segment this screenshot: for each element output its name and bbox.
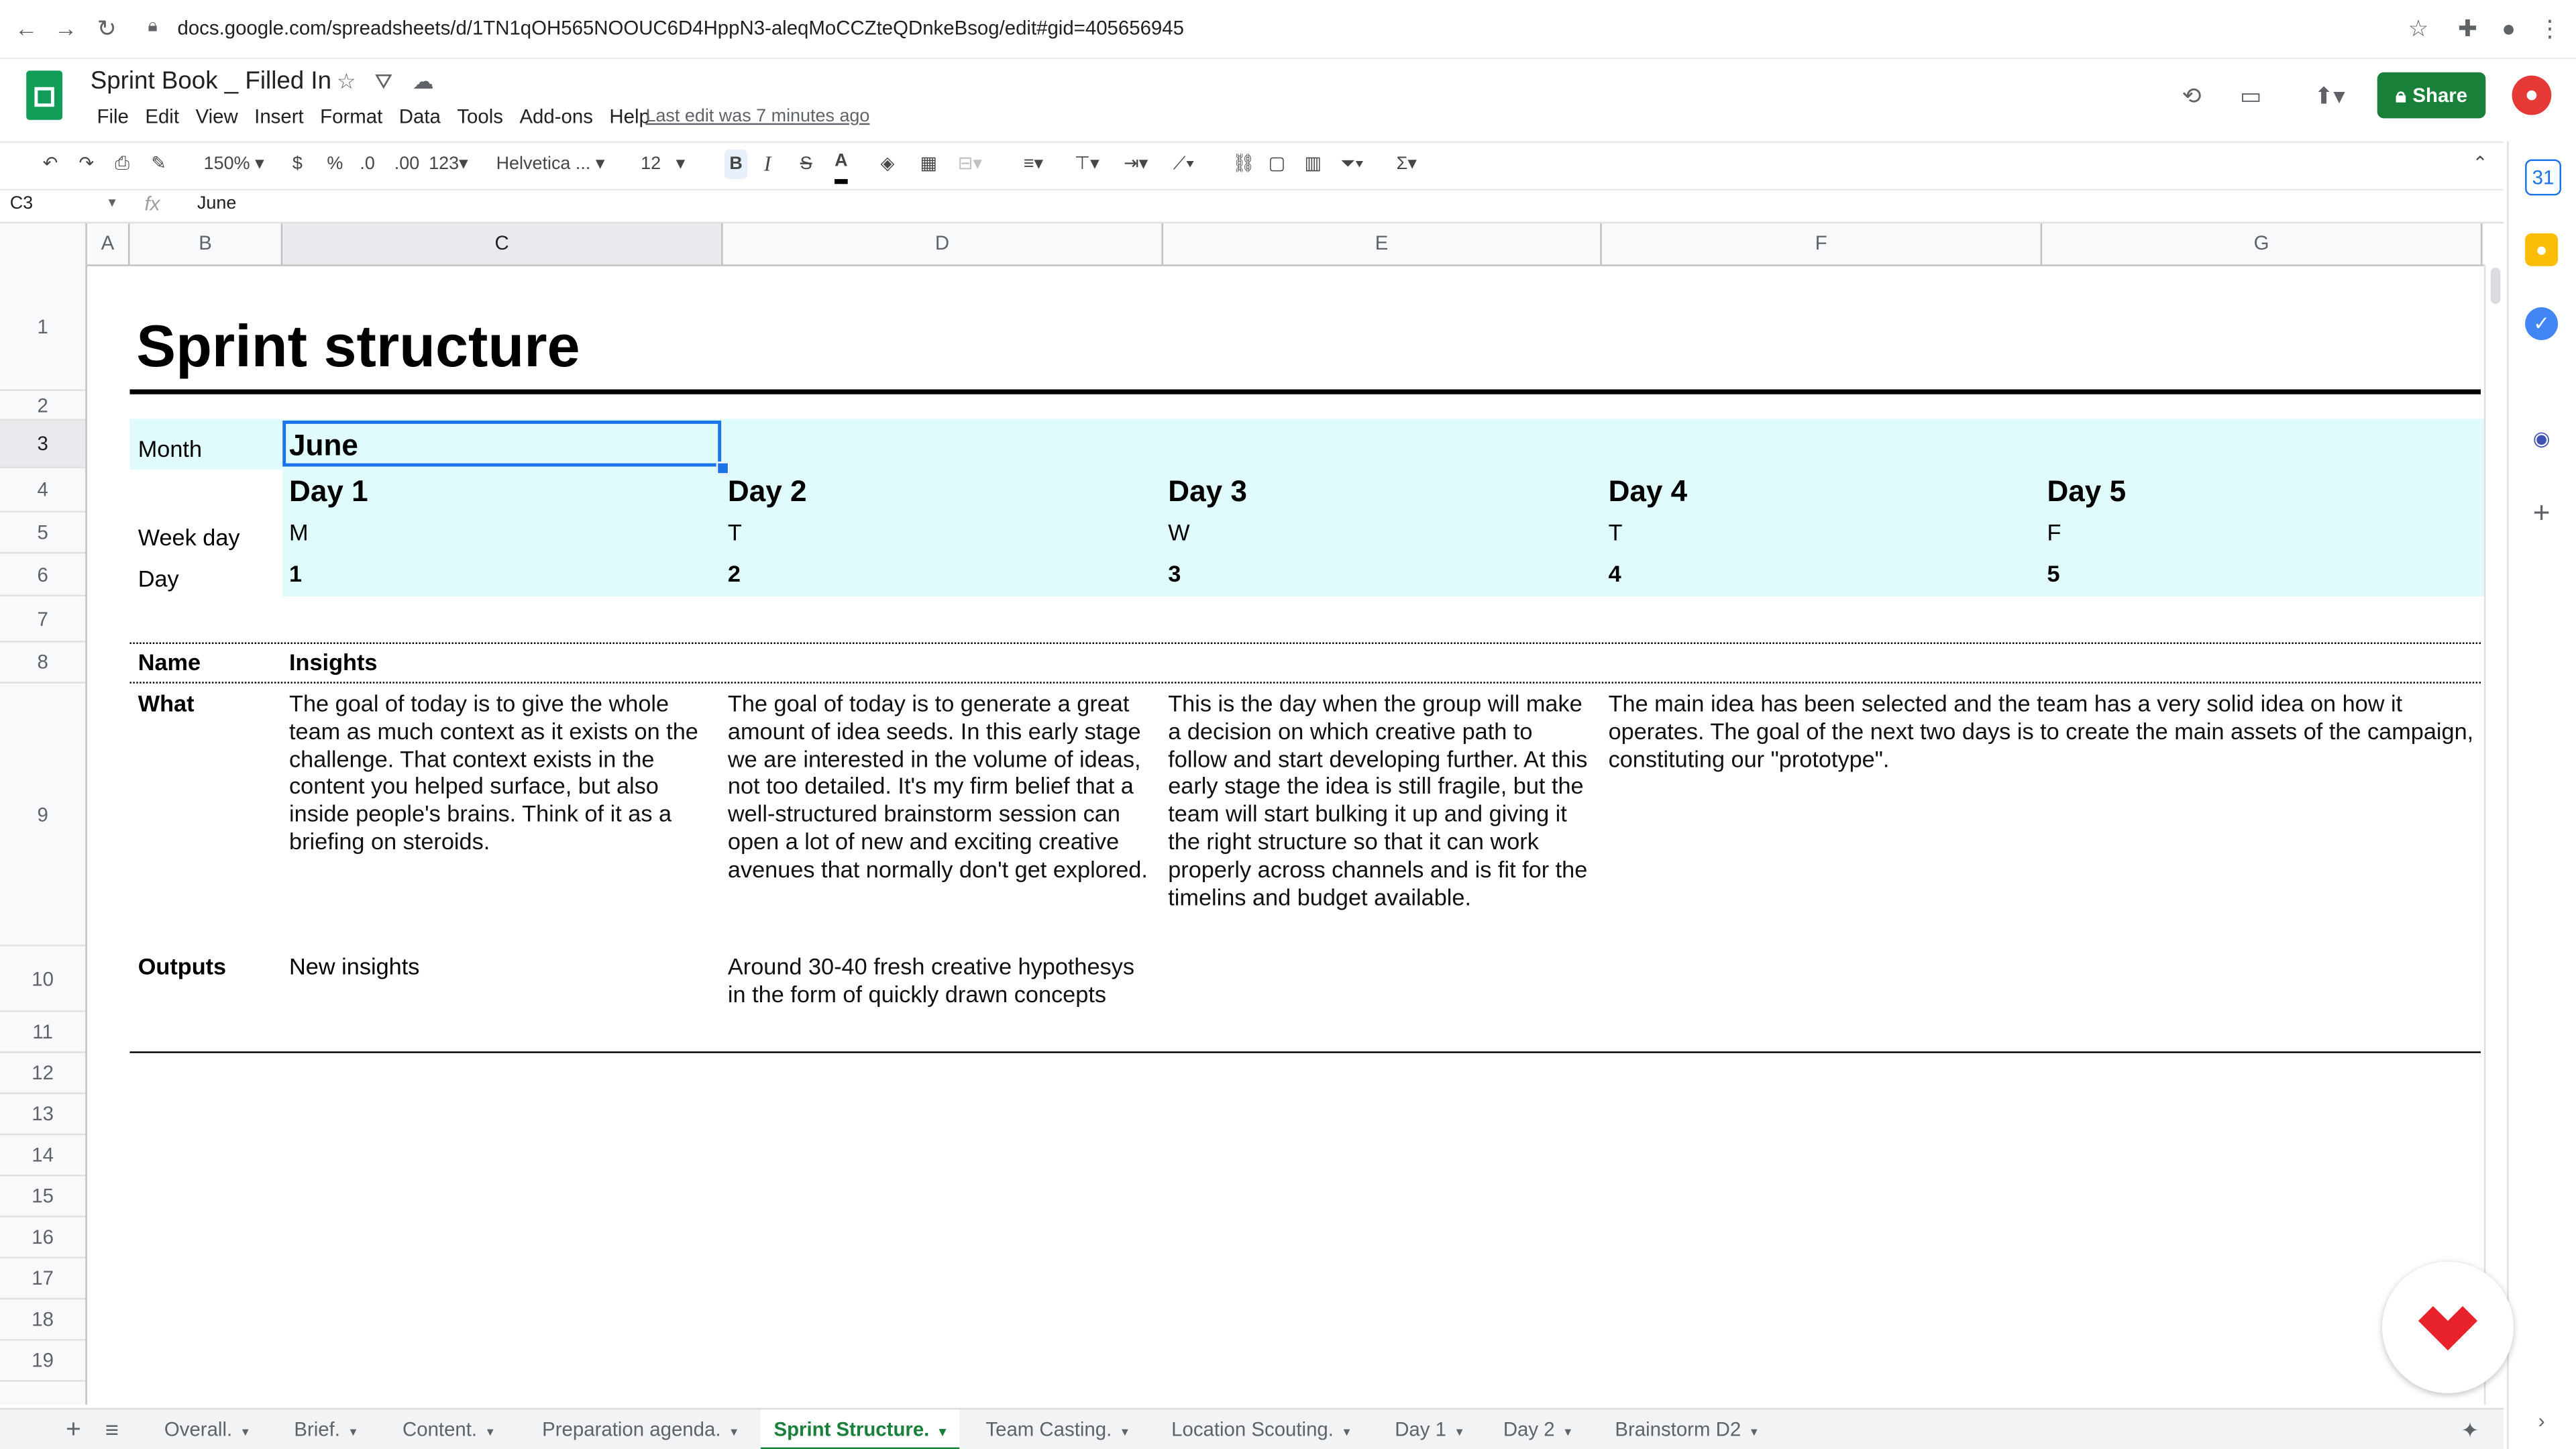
bookmark-star-icon[interactable]: ☆: [2408, 13, 2429, 41]
what-text-day-4[interactable]: The main idea has been selected and the team has a very solid idea on how it operates. The goal of the next two days is to create the main assets of the campaign, constituting our "prototype".: [1608, 690, 2474, 772]
day-number-2[interactable]: 2: [727, 560, 741, 587]
column-header-f[interactable]: F: [1602, 223, 2042, 264]
tab-team-casting[interactable]: Team Casting. ▾: [985, 1417, 1128, 1441]
row-header-10[interactable]: 10: [0, 947, 85, 1012]
font-value: Helvetica ...: [496, 154, 591, 174]
menu-edit[interactable]: Edit: [145, 105, 180, 129]
text-rotation-icon[interactable]: ⟋▾: [1173, 154, 1195, 174]
row-header-15[interactable]: 15: [0, 1176, 85, 1217]
select-all-corner[interactable]: [0, 223, 87, 264]
tab-location-scouting[interactable]: Location Scouting. ▾: [1171, 1417, 1350, 1441]
row-header-3[interactable]: 3: [0, 421, 85, 468]
day-number-3[interactable]: 3: [1168, 560, 1181, 587]
calendar-icon[interactable]: 31: [2525, 160, 2561, 196]
day-label[interactable]: Day: [138, 565, 179, 592]
url-field[interactable]: docs.google.com/spreadsheets/d/1TN1qOH565NOOUC6D4HppN3-aleqMoCCZteQDnkeBsog/edit#gid=405656945: [177, 16, 1184, 40]
weekday-1[interactable]: M: [289, 519, 309, 546]
channel-logo-icon: [2382, 1262, 2514, 1393]
row-header-4[interactable]: 4: [0, 468, 85, 513]
outputs-label[interactable]: Outputs: [138, 953, 227, 979]
number-format-value: 123: [429, 154, 460, 174]
tab-label: Content.: [402, 1417, 478, 1441]
outputs-day-2[interactable]: Around 30-40 fresh creative hypothesys in the form of quickly drawn concepts: [727, 953, 1134, 1007]
tab-label: Brainstorm D2: [1615, 1417, 1741, 1441]
tab-label: Overall.: [164, 1417, 233, 1441]
vertical-align-icon[interactable]: ⊤▾: [1074, 154, 1099, 174]
column-header-c[interactable]: C: [282, 223, 722, 264]
sheets-logo-icon[interactable]: [26, 70, 62, 119]
formula-input[interactable]: June: [197, 193, 237, 214]
horizontal-align-icon[interactable]: ≡▾: [1023, 154, 1044, 174]
bottom-divider: [129, 1051, 2481, 1053]
row-header-13[interactable]: 13: [0, 1094, 85, 1135]
doc-title[interactable]: Sprint Book _ Filled In: [90, 67, 332, 96]
tab-brief[interactable]: Brief. ▾: [294, 1417, 357, 1441]
tab-brainstorm-d2[interactable]: Brainstorm D2 ▾: [1615, 1417, 1758, 1441]
weekday-label[interactable]: Week day: [138, 524, 240, 551]
share-button-label: Share: [2412, 83, 2468, 107]
merge-cells-icon[interactable]: ⊟▾: [957, 154, 982, 174]
row-header-17[interactable]: 17: [0, 1258, 85, 1299]
name-value[interactable]: Insights: [289, 649, 378, 676]
row-header-19[interactable]: 19: [0, 1340, 85, 1381]
day-header-4[interactable]: Day 4: [1608, 474, 1688, 508]
browser-address-bar: [0, 0, 2576, 59]
what-text-day-2[interactable]: The goal of today is to generate a great amount of idea seeds. In this early stage we are interested in the volume of ideas, not too detailed. It's my firm belief that a well-structured brainstorm session can open a lot of new and exciting creative avenues that normally don't get explored.: [727, 690, 1148, 882]
tab-label: Preparation agenda.: [542, 1417, 721, 1441]
avatar[interactable]: [2512, 76, 2552, 115]
tab-label: Day 2: [1503, 1417, 1555, 1441]
day-header-1[interactable]: Day 1: [289, 474, 368, 508]
bold-button[interactable]: B: [724, 150, 747, 179]
increase-decimal-button[interactable]: .00: [394, 154, 420, 174]
row-header-14[interactable]: 14: [0, 1135, 85, 1176]
row-header-7[interactable]: 7: [0, 596, 85, 643]
menu-tools[interactable]: Tools: [457, 105, 503, 129]
row-header-16[interactable]: 16: [0, 1218, 85, 1258]
menu-view[interactable]: View: [195, 105, 238, 129]
scrollbar-thumb[interactable]: [2491, 268, 2501, 304]
day-number-5[interactable]: 5: [2047, 560, 2060, 587]
weekday-2[interactable]: T: [727, 519, 742, 546]
day-header-2[interactable]: Day 2: [727, 474, 807, 508]
section-divider-dotted: [129, 643, 2481, 644]
tab-label: Location Scouting.: [1171, 1417, 1334, 1441]
all-sheets-icon[interactable]: ≡: [105, 1416, 119, 1443]
paint-format-icon[interactable]: ✎: [151, 154, 166, 174]
sheet-heading[interactable]: Sprint structure: [136, 312, 580, 380]
undo-icon[interactable]: ↶: [42, 154, 58, 174]
row-header-18[interactable]: 18: [0, 1299, 85, 1340]
currency-format-button[interactable]: $: [292, 154, 303, 174]
menu-insert[interactable]: Insert: [254, 105, 304, 129]
zoom-value: 150%: [203, 154, 250, 174]
profile-icon[interactable]: ●: [2502, 15, 2516, 42]
decrease-decimal-button[interactable]: .0: [360, 154, 375, 174]
print-icon[interactable]: ⎙: [115, 154, 130, 174]
menu-data[interactable]: Data: [398, 105, 441, 129]
text-color-button[interactable]: A: [835, 150, 847, 184]
percent-format-button[interactable]: %: [327, 154, 343, 174]
hide-side-panel-icon[interactable]: ›: [2538, 1409, 2545, 1433]
comments-icon[interactable]: ▭: [2239, 81, 2262, 108]
move-to-drive-icon[interactable]: ⛛: [374, 68, 393, 94]
name-label[interactable]: Name: [138, 649, 201, 676]
menu-file[interactable]: File: [97, 105, 129, 129]
filter-icon[interactable]: ⏷▾: [1340, 154, 1364, 174]
italic-button[interactable]: I: [763, 151, 771, 176]
day-number-4[interactable]: 4: [1608, 560, 1621, 587]
fx-icon: fx: [144, 192, 160, 215]
tab-overall[interactable]: Overall. ▾: [164, 1417, 249, 1441]
tab-label: Sprint Structure.: [773, 1417, 930, 1441]
font-select[interactable]: Helvetica ... ▾: [496, 154, 605, 174]
add-sheet-icon[interactable]: +: [65, 1416, 81, 1444]
extensions-icon[interactable]: ✚: [2458, 13, 2477, 41]
insert-chart-icon[interactable]: ▥: [1304, 154, 1322, 174]
text-wrapping-icon[interactable]: ⇥▾: [1124, 154, 1148, 174]
tab-label: Team Casting.: [985, 1417, 1112, 1441]
tab-day-2[interactable]: Day 2 ▾: [1503, 1417, 1572, 1441]
lock-icon: 🔒︎: [2395, 83, 2406, 106]
row-header-1[interactable]: 1: [0, 264, 85, 391]
reload-icon[interactable]: ↻: [97, 13, 117, 41]
cloud-status-icon[interactable]: ☁: [412, 68, 434, 94]
star-icon[interactable]: ☆: [337, 68, 356, 94]
outputs-day-1[interactable]: New insights: [289, 953, 420, 979]
row-header-12[interactable]: 12: [0, 1053, 85, 1094]
row-header-9[interactable]: 9: [0, 684, 85, 947]
activity-dashboard-icon[interactable]: ⟲: [2182, 81, 2202, 108]
what-text-day-1[interactable]: The goal of today is to give the whole team as much context as it exists on the challenge. That context exists in the content you helped surface, but also inside people's brains. Think of it as a briefing on steroids.: [289, 690, 698, 855]
vertical-scrollbar[interactable]: [2484, 264, 2506, 1405]
number-format-select[interactable]: 123▾: [429, 154, 468, 174]
menu-format[interactable]: Format: [320, 105, 383, 129]
title-divider: [129, 389, 2481, 394]
functions-button[interactable]: Σ▾: [1396, 154, 1417, 174]
row-header-11[interactable]: 11: [0, 1012, 85, 1053]
functions-label: Σ: [1396, 154, 1408, 174]
browser-menu-icon[interactable]: ⋮: [2538, 13, 2561, 41]
fill-handle[interactable]: [716, 462, 730, 475]
month-value-cell[interactable]: June: [289, 429, 358, 462]
keep-icon[interactable]: ●: [2525, 233, 2558, 266]
column-header-d[interactable]: D: [723, 223, 1163, 264]
what-label[interactable]: What: [138, 690, 195, 716]
tab-label: Day 1: [1395, 1417, 1446, 1441]
column-header-b[interactable]: B: [129, 223, 282, 264]
row-header-2[interactable]: 2: [0, 391, 85, 421]
tab-day-1[interactable]: Day 1 ▾: [1395, 1417, 1463, 1441]
fill-color-icon[interactable]: ◈: [880, 154, 895, 174]
column-header-g[interactable]: G: [2042, 223, 2482, 264]
share-button[interactable]: [2377, 72, 2486, 119]
tab-label: Brief.: [294, 1417, 340, 1441]
menu-addons[interactable]: Add-ons: [519, 105, 593, 129]
present-meeting-icon[interactable]: ⬆▾: [2314, 81, 2345, 108]
row-header-8[interactable]: 8: [0, 643, 85, 684]
strikethrough-button[interactable]: S: [800, 154, 812, 174]
explore-icon[interactable]: ✦: [2461, 1417, 2479, 1443]
last-edit-link[interactable]: Last edit was 7 minutes ago: [645, 107, 870, 127]
channel-logo-watermark: [2382, 1262, 2514, 1393]
tab-content[interactable]: Content. ▾: [402, 1417, 494, 1441]
day-number-1[interactable]: 1: [289, 560, 303, 587]
menu-bar: [89, 105, 658, 128]
weekday-4[interactable]: T: [1608, 519, 1623, 546]
column-header-e[interactable]: E: [1163, 223, 1602, 264]
what-text-day-3[interactable]: This is the day when the group will make a decision on which creative path to follow and start developing further. At this early stage the idea is still fragile, but the team will start bulking it up and giving it the right structure so that it can work properly across channels and is fit for the timelins and budget available.: [1168, 690, 1588, 910]
row-header-6[interactable]: 6: [0, 553, 85, 596]
column-header-row: [0, 223, 2484, 266]
weekday-3[interactable]: W: [1168, 519, 1190, 546]
weekday-5[interactable]: F: [2047, 519, 2061, 546]
font-size-value: 12: [641, 154, 661, 174]
insert-comment-icon[interactable]: ▢: [1268, 154, 1286, 174]
menu-help[interactable]: Help: [609, 105, 650, 129]
formula-bar: [0, 189, 2504, 223]
redo-icon[interactable]: ↷: [78, 154, 95, 174]
get-addons-icon[interactable]: +: [2532, 495, 2551, 529]
zoom-select[interactable]: 150% ▾: [203, 154, 264, 174]
name-box-dropdown-icon[interactable]: ▾: [108, 193, 116, 211]
row-header-5[interactable]: 5: [0, 513, 85, 553]
font-size-select[interactable]: 12 ▾: [641, 154, 686, 174]
collapse-toolbar-icon[interactable]: ⌃: [2472, 154, 2488, 174]
tab-preparation-agenda[interactable]: Preparation agenda. ▾: [542, 1417, 738, 1441]
insert-link-icon[interactable]: ⛓: [1232, 154, 1255, 174]
forward-icon[interactable]: →: [54, 15, 78, 42]
addon-icon[interactable]: ◉: [2532, 427, 2551, 451]
lock-icon: 🔒︎: [148, 16, 158, 36]
sheet-tab-bar: [0, 1408, 2504, 1449]
day-header-5[interactable]: Day 5: [2047, 474, 2127, 508]
borders-icon[interactable]: ▦: [920, 154, 937, 174]
tab-sprint-structure[interactable]: Sprint Structure. ▾: [761, 1409, 959, 1449]
name-box[interactable]: C3: [9, 193, 34, 214]
month-label[interactable]: Month: [138, 435, 203, 462]
selected-cell-outline: [282, 421, 721, 467]
row-divider-dotted: [129, 682, 2481, 683]
column-header-a[interactable]: A: [87, 223, 130, 264]
back-icon[interactable]: ←: [15, 15, 38, 42]
tasks-icon[interactable]: ✓: [2525, 307, 2558, 340]
day-header-3[interactable]: Day 3: [1168, 474, 1247, 508]
